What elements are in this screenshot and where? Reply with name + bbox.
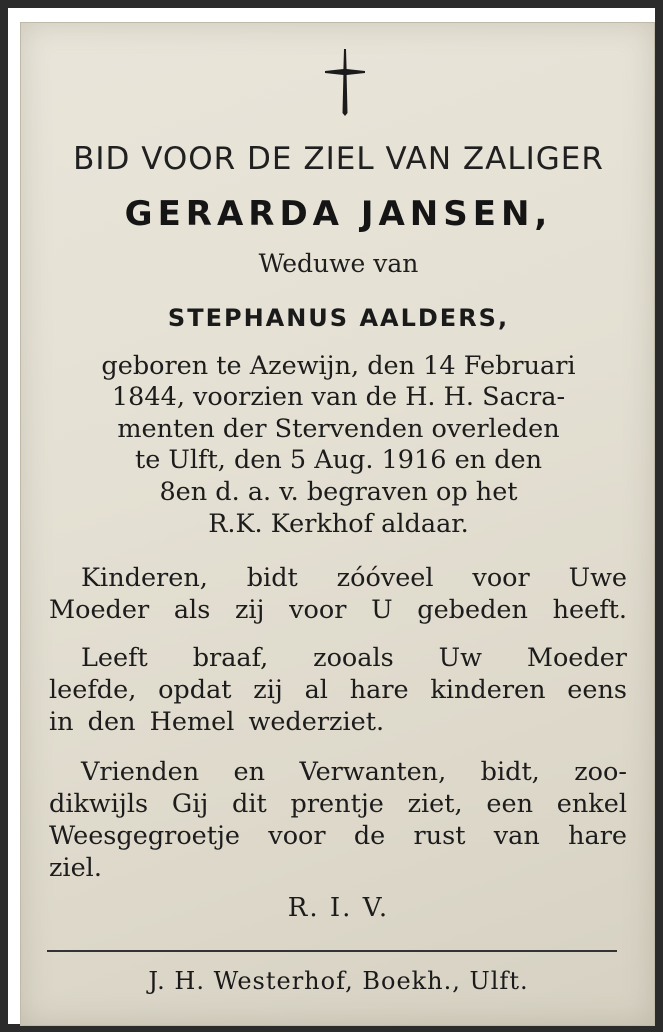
memorial-card xyxy=(20,22,655,1026)
paragraph-line: Moeder als zij voor U gebeden heeft. xyxy=(49,595,627,625)
paragraph-line: in den Hemel wederziet. xyxy=(49,707,385,737)
paragraph-line: Leeft braaf, zooals Uw Moeder xyxy=(81,643,627,673)
paragraph-line: ziel. xyxy=(49,853,102,883)
bio-line: geboren te Azewijn, den 14 Februari xyxy=(101,351,576,381)
printer-imprint: J. H. Westerhof, Boekh., Ulft. xyxy=(148,967,529,995)
husband-name: STEPHANUS AALDERS, xyxy=(167,304,510,332)
bio-line: 1844, voorzien van de H. H. Sacra- xyxy=(111,382,566,412)
paragraph-line: Vrienden en Verwanten, bidt, zoo- xyxy=(81,757,627,787)
bio-line: menten der Stervenden overleden xyxy=(117,414,560,444)
bio-line: te Ulft, den 5 Aug. 1916 en den xyxy=(134,445,543,475)
paragraph-line: leefde, opdat zij al hare kinderen eens xyxy=(49,675,627,705)
widow-of-label: Weduwe van xyxy=(258,249,419,278)
deceased-name: GERARDA JANSEN, xyxy=(124,194,553,234)
cross-icon xyxy=(323,47,367,117)
paragraph-line: Weesgegroetje voor de rust van hare xyxy=(49,821,627,851)
bio-line: R.K. Kerkhof aldaar. xyxy=(208,509,469,539)
paragraph-line: Kinderen, bidt zóóveel voor Uwe xyxy=(81,563,627,593)
divider xyxy=(47,950,617,952)
bio-line: 8en d. a. v. begraven op het xyxy=(159,477,518,507)
closing-riv: R. I. V. xyxy=(287,893,390,923)
prayer-heading: BID VOOR DE ZIEL VAN ZALIGER xyxy=(73,141,604,177)
paragraph-line: dikwijls Gij dit prentje ziet, een enkel xyxy=(49,789,627,819)
